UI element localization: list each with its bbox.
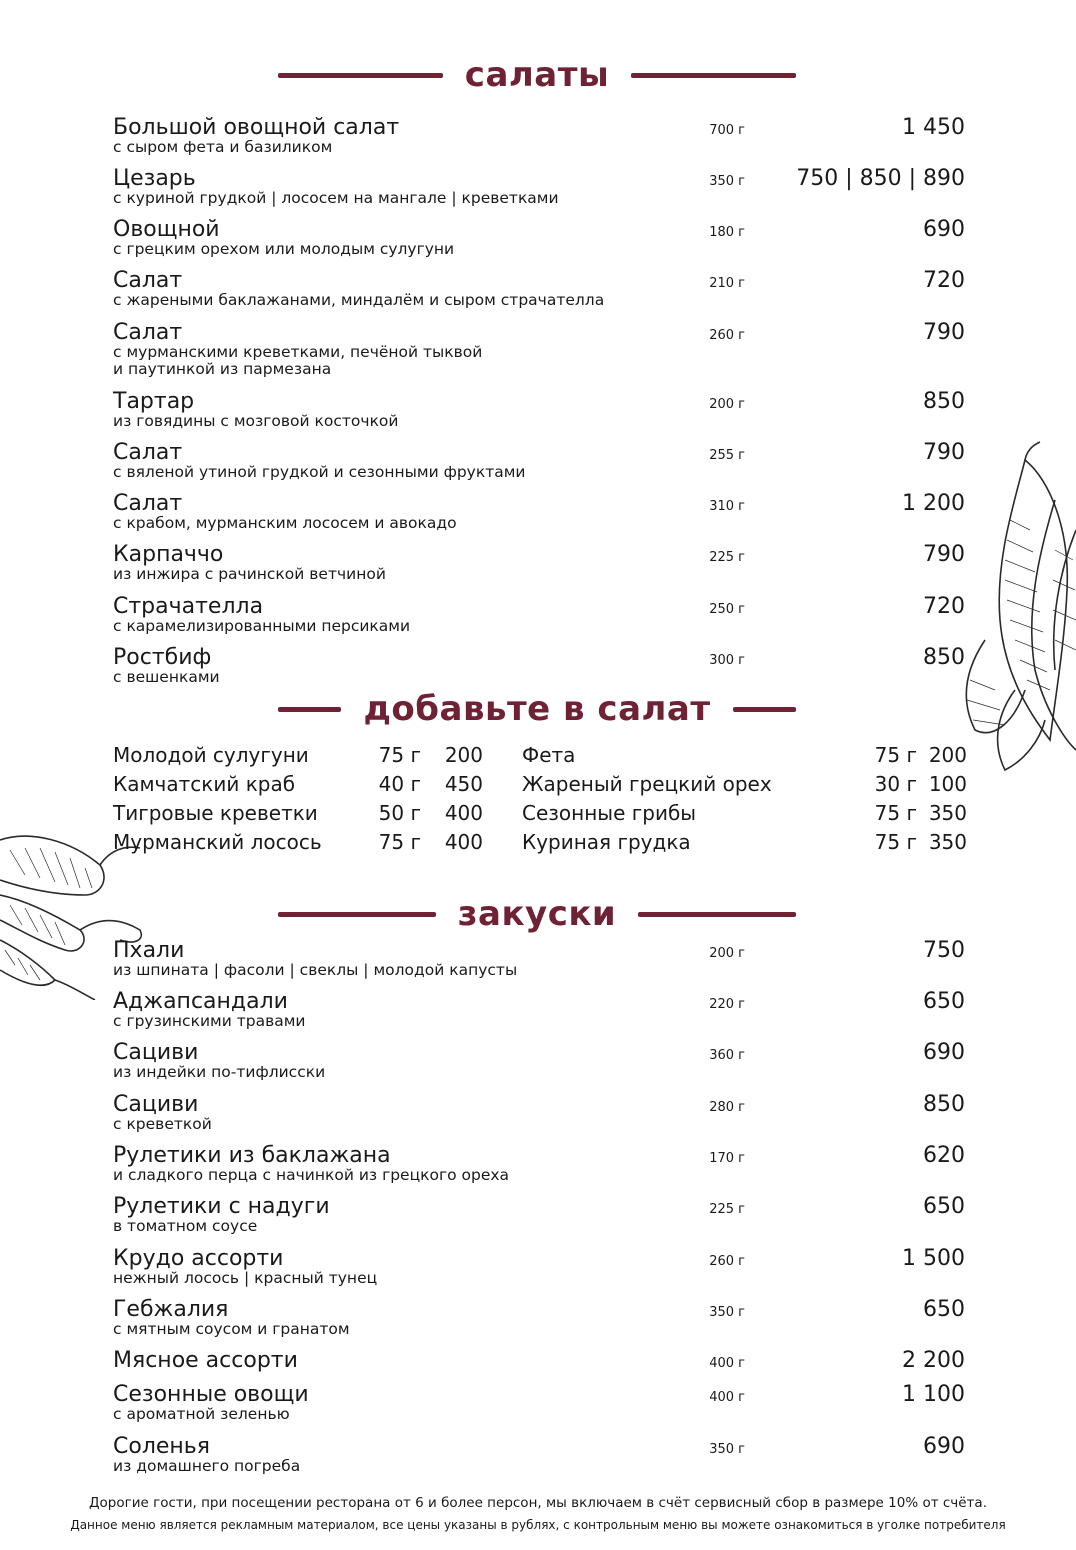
addon-price: 200: [444, 743, 483, 767]
item-description: из индейки по-тифлисски: [113, 1063, 326, 1081]
item-description: из домашнего погреба: [113, 1457, 301, 1475]
item-weight: 300 г: [709, 653, 745, 668]
item-weight: 400 г: [709, 1356, 745, 1371]
item-weight: 210 г: [709, 276, 745, 291]
item-price: 850: [923, 645, 965, 670]
addon-weight: 75 г: [874, 743, 917, 767]
item-price: 790: [923, 440, 965, 465]
addon-name: Камчатский краб: [113, 772, 296, 796]
item-weight: 400 г: [709, 1390, 745, 1405]
item-weight: 220 г: [709, 997, 745, 1012]
item-description: с жареными баклажанами, миндалём и сыром страчателла: [113, 291, 605, 309]
item-name: Салат: [113, 268, 183, 293]
item-weight: 280 г: [709, 1100, 745, 1115]
item-price: 620: [923, 1143, 965, 1168]
addon-weight: 75 г: [378, 830, 421, 854]
addon-name: Фета: [522, 743, 576, 767]
item-name: Сациви: [113, 1092, 199, 1117]
addon-name: Сезонные грибы: [522, 801, 697, 825]
item-price: 650: [923, 989, 965, 1014]
item-name: Овощной: [113, 217, 220, 242]
item-description: с куриной грудкой | лососем на мангале | креветками: [113, 189, 559, 207]
item-weight: 310 г: [709, 499, 745, 514]
item-name: Салат: [113, 320, 183, 345]
addon-weight: 75 г: [874, 801, 917, 825]
item-weight: 255 г: [709, 448, 745, 463]
item-price: 750 | 850 | 890: [796, 166, 965, 191]
section-header-snacks: [278, 884, 796, 944]
item-price: 790: [923, 542, 965, 567]
item-name: Салат: [113, 440, 183, 465]
item-weight: 180 г: [709, 225, 745, 240]
addon-item: [522, 742, 970, 768]
item-name: Сациви: [113, 1040, 199, 1065]
item-weight: 260 г: [709, 1254, 745, 1269]
addon-price: 400: [444, 801, 483, 825]
item-price: 1 200: [902, 491, 965, 516]
section-title: салаты: [464, 55, 610, 95]
item-name: Гебжалия: [113, 1297, 229, 1322]
item-name: Сезонные овощи: [113, 1382, 309, 1407]
item-description: из шпината | фасоли | свеклы | молодой капусты: [113, 961, 518, 979]
pepper-illustration-right: [955, 440, 1076, 780]
item-description: из говядины с мозговой косточкой: [113, 412, 399, 430]
item-name: Пхали: [113, 938, 185, 963]
item-weight: 350 г: [709, 174, 745, 189]
item-weight: 250 г: [709, 602, 745, 617]
item-weight: 200 г: [709, 397, 745, 412]
item-description: с сыром фета и базиликом: [113, 138, 333, 156]
item-price: 750: [923, 938, 965, 963]
addon-price: 100: [928, 772, 967, 796]
addon-item: [522, 829, 970, 855]
item-description: с грузинскими травами: [113, 1012, 306, 1030]
item-description: нежный лосось | красный тунец: [113, 1269, 378, 1287]
item-name: Рулетики из баклажана: [113, 1143, 391, 1168]
section-header-salads: [278, 45, 796, 105]
item-price: 720: [923, 594, 965, 619]
item-price: 1 100: [902, 1382, 965, 1407]
item-name: Большой овощной салат: [113, 115, 400, 140]
item-price: 720: [923, 268, 965, 293]
item-name: Тартар: [113, 389, 195, 414]
item-description: с вяленой утиной грудкой и сезонными фруктами: [113, 463, 526, 481]
addon-weight: 75 г: [378, 743, 421, 767]
item-price: 650: [923, 1194, 965, 1219]
item-description-extra: и паутинкой из пармезана: [113, 360, 332, 378]
addon-price: 450: [444, 772, 483, 796]
item-name: Рулетики с надуги: [113, 1194, 330, 1219]
addon-item: [113, 800, 485, 826]
item-name: Страчателла: [113, 594, 264, 619]
item-description: с ароматной зеленью: [113, 1405, 290, 1423]
item-weight: 200 г: [709, 946, 745, 961]
item-name: Крудо ассорти: [113, 1246, 284, 1271]
item-weight: 350 г: [709, 1305, 745, 1320]
header-line-right: [733, 707, 796, 712]
addon-name: Куриная грудка: [522, 830, 691, 854]
item-name: Цезарь: [113, 166, 196, 191]
item-description: с карамелизированными персиками: [113, 617, 411, 635]
footer-disclaimer: Данное меню является рекламным материалом, все цены указаны в рублях, с контрольным меню вы можете ознакомиться в уголке потребителя: [70, 1518, 1006, 1532]
addon-weight: 30 г: [874, 772, 917, 796]
item-weight: 350 г: [709, 1442, 745, 1457]
item-price: 1 500: [902, 1246, 965, 1271]
header-line-left: [278, 73, 443, 78]
item-price: 690: [923, 217, 965, 242]
header-line-right: [631, 73, 796, 78]
addon-price: 350: [928, 830, 967, 854]
item-name: Ростбиф: [113, 645, 212, 670]
item-name: Салат: [113, 491, 183, 516]
footer-service-note: Дорогие гости, при посещении ресторана от 6 и более персон, мы включаем в счёт сервисный сбор в размере 10% от счёта.: [89, 1495, 987, 1511]
item-price: 790: [923, 320, 965, 345]
item-description: с мятным соусом и гранатом: [113, 1320, 350, 1338]
item-description: с вешенками: [113, 668, 220, 686]
item-description: с грецким орехом или молодым сулугуни: [113, 240, 455, 258]
section-header-addons: [278, 679, 796, 739]
item-weight: 360 г: [709, 1048, 745, 1063]
header-line-left: [278, 707, 341, 712]
item-weight: 225 г: [709, 1202, 745, 1217]
addon-weight: 40 г: [378, 772, 421, 796]
item-description: с крабом, мурманским лососем и авокадо: [113, 514, 457, 532]
item-name: Мясное ассорти: [113, 1348, 298, 1373]
item-price: 690: [923, 1040, 965, 1065]
item-price: 1 450: [902, 115, 965, 140]
addon-item: [113, 742, 485, 768]
addon-name: Тигровые креветки: [113, 801, 318, 825]
addon-item: [113, 771, 485, 797]
addon-price: 350: [928, 801, 967, 825]
item-price: 850: [923, 1092, 965, 1117]
addon-name: Молодой сулугуни: [113, 743, 309, 767]
item-price: 850: [923, 389, 965, 414]
header-line-right: [638, 912, 796, 917]
addon-price: 400: [444, 830, 483, 854]
item-price: 650: [923, 1297, 965, 1322]
item-weight: 170 г: [709, 1151, 745, 1166]
addon-price: 200: [928, 743, 967, 767]
header-line-left: [278, 912, 436, 917]
item-price: 690: [923, 1434, 965, 1459]
addon-item: [113, 829, 485, 855]
item-weight: 700 г: [709, 123, 745, 138]
item-price: 2 200: [902, 1348, 965, 1373]
item-description: из инжира с рачинской ветчиной: [113, 565, 386, 583]
addon-item: [522, 771, 970, 797]
item-description: с креветкой: [113, 1115, 212, 1133]
addon-item: [522, 800, 970, 826]
item-description: с мурманскими креветками, печёной тыквой: [113, 343, 483, 361]
section-title: добавьте в салат: [363, 689, 711, 729]
addon-weight: 75 г: [874, 830, 917, 854]
item-description: и сладкого перца с начинкой из грецкого ореха: [113, 1166, 510, 1184]
addon-name: Жареный грецкий орех: [522, 772, 772, 796]
item-weight: 225 г: [709, 550, 745, 565]
item-weight: 260 г: [709, 328, 745, 343]
item-name: Аджапсандали: [113, 989, 288, 1014]
item-name: Соленья: [113, 1434, 211, 1459]
item-description: в томатном соусе: [113, 1217, 258, 1235]
addon-weight: 50 г: [378, 801, 421, 825]
item-name: Карпаччо: [113, 542, 224, 567]
section-title: закуски: [457, 894, 617, 934]
addon-name: Мурманский лосось: [113, 830, 322, 854]
